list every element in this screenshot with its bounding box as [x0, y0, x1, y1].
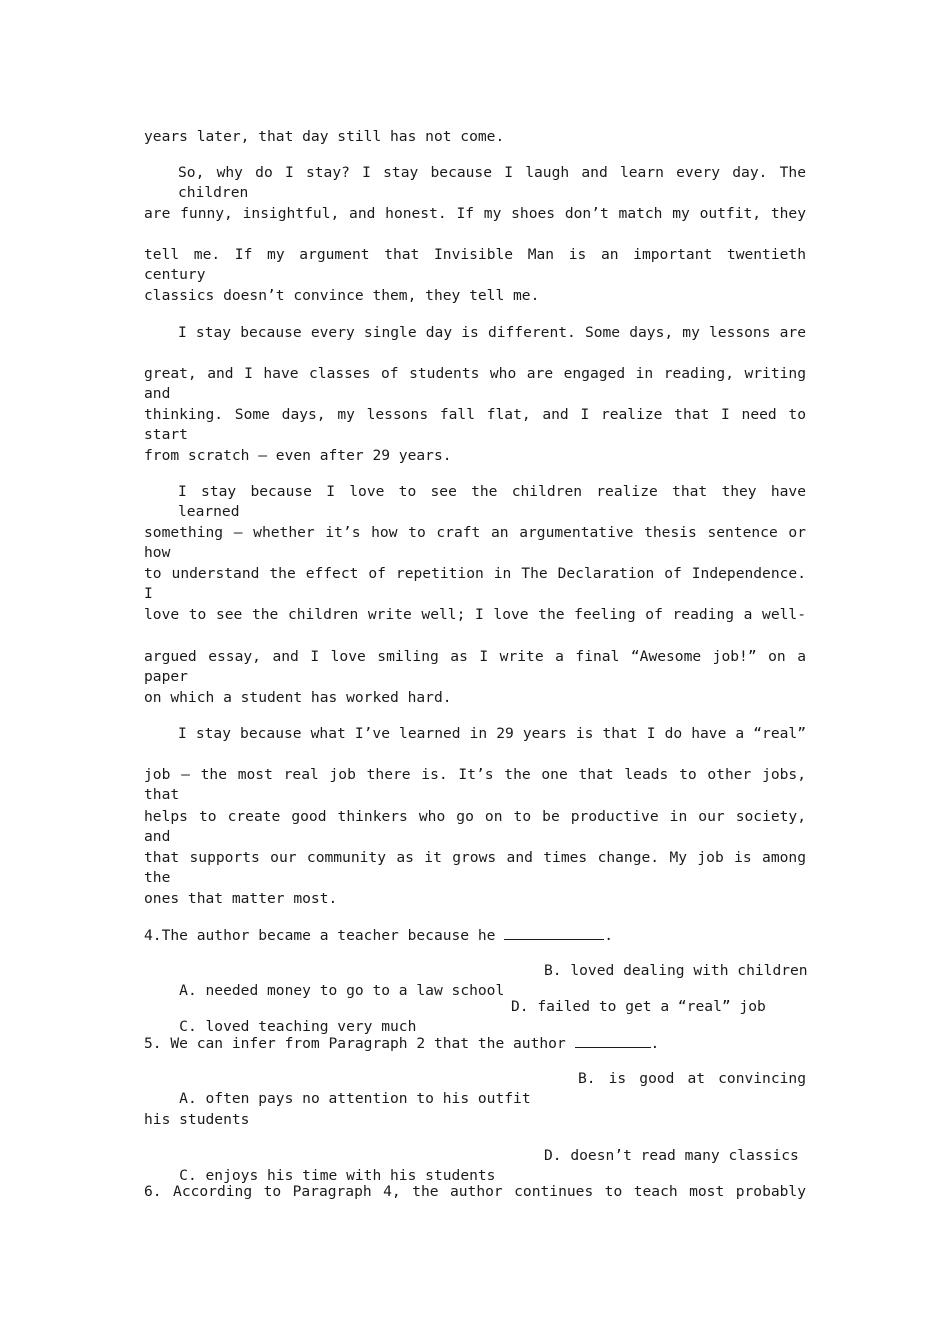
passage-line: I stay because every single day is different. Some days, my lessons are [178, 324, 806, 341]
option-b: B. loved dealing with children [544, 962, 808, 979]
option-c: C. loved teaching very much [179, 1018, 417, 1035]
option-a: A. needed money to go to a law school [179, 982, 505, 999]
passage-line: ones that matter most. [144, 890, 338, 907]
question-5-stem: 5. We can infer from Paragraph 2 that the author . [144, 1035, 660, 1052]
option-a: A. often pays no attention to his outfit [179, 1090, 531, 1107]
option-d: D. failed to get a “real” job [511, 998, 766, 1015]
passage-line: helps to create good thinkers who go on to be productive in our society, and [144, 808, 806, 845]
passage-line: great, and I have classes of students who are engaged in reading, writing and [144, 365, 806, 402]
passage-line: argued essay, and I love smiling as I write a final “Awesome job!” on a paper [144, 648, 806, 685]
passage-line: job — the most real job there is. It’s the one that leads to other jobs, that [144, 766, 806, 803]
passage-line: thinking. Some days, my lessons fall flat, and I realize that I need to start [144, 406, 806, 443]
passage-line: tell me. If my argument that Invisible Man is an important twentieth century [144, 246, 806, 283]
passage-line: I stay because I love to see the children realize that they have learned [178, 483, 806, 520]
passage-line: classics doesn’t convince them, they tell me. [144, 287, 540, 304]
passage-line: from scratch — even after 29 years. [144, 447, 452, 464]
passage-line: are funny, insightful, and honest. If my shoes don’t match my outfit, they [144, 205, 806, 222]
question-4-stem: 4.The author became a teacher because he . [144, 927, 614, 944]
passage-line: So, why do I stay? I stay because I laugh and learn every day. The children [178, 164, 806, 201]
passage-line: on which a student has worked hard. [144, 689, 452, 706]
question-6-stem: 6. According to Paragraph 4, the author continues to teach most probably [144, 1183, 806, 1200]
question-5-options-row-1 [144, 1069, 806, 1149]
passage-line: love to see the children write well; I love the feeling of reading a well- [144, 606, 806, 623]
option-b: B. is good at convincing [578, 1070, 806, 1087]
passage-line: years later, that day still has not come. [144, 128, 505, 145]
answer-blank [575, 1033, 651, 1048]
option-b-continued: his students [144, 1111, 250, 1128]
passage-line: that supports our community as it grows and times change. My job is among the [144, 849, 806, 886]
option-c: C. enjoys his time with his students [179, 1167, 496, 1184]
answer-blank [504, 925, 604, 940]
passage-line: to understand the effect of repetition in The Declaration of Independence. I [144, 565, 806, 602]
option-d: D. doesn’t read many classics [544, 1147, 799, 1164]
passage-line: I stay because what I’ve learned in 29 years is that I do have a “real” [178, 725, 806, 742]
passage-line: something — whether it’s how to craft an argumentative thesis sentence or how [144, 524, 806, 561]
